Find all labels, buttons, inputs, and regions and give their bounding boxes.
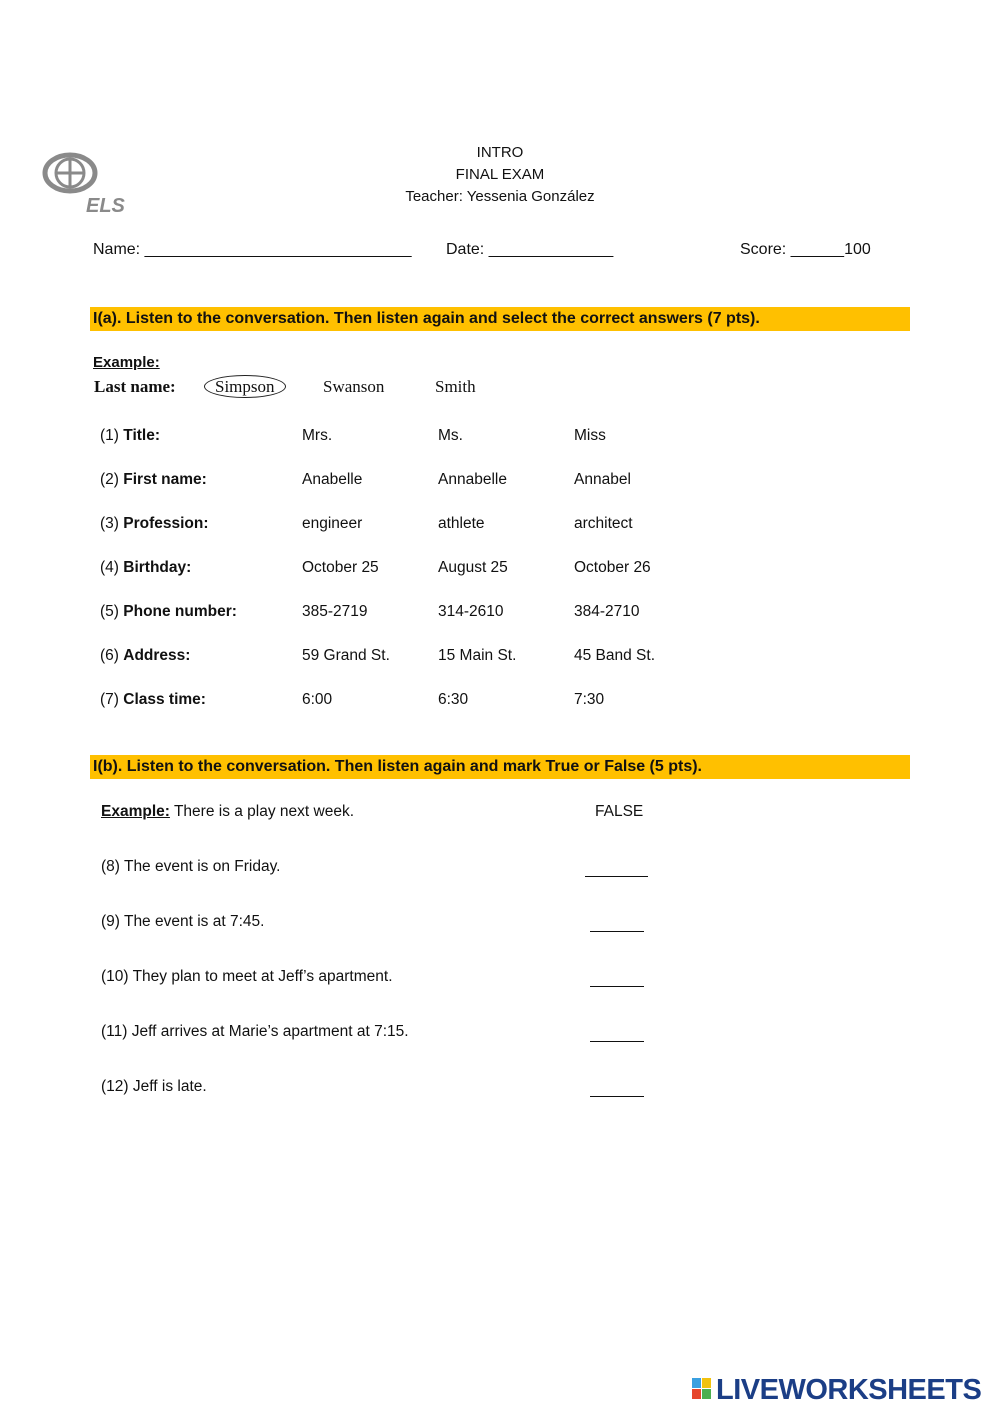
example-option-3: Smith	[435, 377, 476, 396]
answer-blank[interactable]	[585, 858, 648, 877]
statement-text: (10) They plan to meet at Jeff’s apartment.	[101, 968, 393, 985]
answer-option[interactable]: 45 Band St.	[574, 647, 656, 664]
question-number: (7)	[100, 691, 119, 708]
question-row	[100, 427, 800, 449]
statement-text: (12) Jeff is late.	[101, 1078, 207, 1095]
section-a-example-label: Example:	[93, 354, 160, 371]
question-label-text: Birthday:	[123, 559, 192, 576]
question-label-text: Profession:	[123, 515, 209, 532]
answer-option[interactable]: Mrs.	[302, 427, 333, 444]
answer-blank[interactable]	[590, 1023, 644, 1042]
header-teacher: Teacher: Yessenia González	[405, 188, 595, 205]
question-number: (4)	[100, 559, 119, 576]
statement-text: (11) Jeff arrives at Marie’s apartment at 7:15.	[101, 1023, 409, 1040]
question-number: (5)	[100, 603, 119, 620]
true-false-row	[101, 968, 801, 990]
question-row	[100, 559, 800, 581]
answer-blank[interactable]	[590, 913, 644, 932]
question-label-text: Title:	[123, 427, 161, 444]
section-b-example	[101, 803, 801, 825]
answer-option[interactable]: 6:00	[302, 691, 333, 708]
els-logo-text: ELS	[86, 195, 125, 217]
question-row	[100, 471, 800, 493]
answer-option[interactable]: 314-2610	[438, 603, 504, 620]
question-label-text: Class time:	[123, 691, 206, 708]
question-label	[100, 515, 209, 533]
answer-blank[interactable]	[590, 968, 644, 987]
header-line1: INTRO	[476, 144, 524, 161]
example-label-text: Last name:	[94, 377, 176, 396]
header-line2: FINAL EXAM	[455, 166, 545, 183]
answer-option[interactable]: Ms.	[438, 427, 463, 444]
answer-option[interactable]: architect	[574, 515, 633, 532]
answer-option[interactable]: 384-2710	[574, 603, 640, 620]
answer-option[interactable]: Annabelle	[438, 471, 507, 488]
question-label	[100, 603, 237, 621]
example-option-1	[214, 377, 286, 397]
answer-option[interactable]: Annabel	[574, 471, 631, 488]
answer-option[interactable]: 7:30	[574, 691, 605, 708]
section-b-example-text: There is a play next week.	[173, 803, 355, 820]
example-option-2: Swanson	[323, 377, 385, 396]
statement-text: (9) The event is at 7:45.	[101, 913, 265, 930]
question-label-text: Phone number:	[123, 603, 237, 620]
question-number: (1)	[100, 427, 119, 444]
answer-blank[interactable]	[590, 1078, 644, 1097]
answer-option[interactable]: October 26	[574, 559, 651, 576]
liveworksheets-icon	[692, 1378, 712, 1400]
statement-text: (8) The event is on Friday.	[101, 858, 281, 875]
name-field[interactable]: Name: ______________________________	[93, 241, 412, 258]
answer-option[interactable]: 15 Main St.	[438, 647, 517, 664]
answer-option[interactable]: October 25	[302, 559, 379, 576]
answer-option[interactable]: 385-2719	[302, 603, 368, 620]
section-b-title: I(b). Listen to the conversation. Then listen again and mark True or False (5 pts).	[90, 755, 910, 779]
answer-option[interactable]: 59 Grand St.	[302, 647, 390, 664]
question-row	[100, 603, 800, 625]
answer-option[interactable]: athlete	[438, 515, 485, 532]
question-label	[100, 559, 191, 577]
question-label-text: Address:	[123, 647, 191, 664]
question-number: (2)	[100, 471, 119, 488]
score-field[interactable]: Score: ______100	[740, 241, 871, 258]
section-a-title: I(a). Listen to the conversation. Then listen again and select the correct answers (7 pts).	[90, 307, 910, 331]
question-number: (6)	[100, 647, 119, 664]
example-circled-answer: Simpson	[204, 375, 286, 398]
date-field[interactable]: Date: ______________	[446, 241, 614, 258]
answer-option[interactable]: Miss	[574, 427, 606, 444]
true-false-row	[101, 913, 801, 935]
question-label	[100, 427, 160, 445]
exam-header	[0, 142, 1000, 208]
section-b-example-answer: FALSE	[595, 803, 644, 820]
example-last-name-label	[94, 377, 176, 397]
question-row	[100, 691, 800, 713]
question-label	[100, 691, 206, 709]
question-number: (3)	[100, 515, 119, 532]
question-label	[100, 471, 207, 489]
answer-option[interactable]: August 25	[438, 559, 508, 576]
true-false-row	[101, 858, 801, 880]
answer-option[interactable]: engineer	[302, 515, 363, 532]
section-b-example-label: Example:	[101, 803, 170, 820]
answer-option[interactable]: Anabelle	[302, 471, 363, 488]
true-false-row	[101, 1023, 801, 1045]
liveworksheets-brand: LIVEWORKSHEETS	[716, 1374, 982, 1406]
question-row	[100, 515, 800, 537]
true-false-row	[101, 1078, 801, 1100]
question-label	[100, 647, 190, 665]
answer-option[interactable]: 6:30	[438, 691, 469, 708]
question-label-text: First name:	[123, 471, 207, 488]
question-row	[100, 647, 800, 669]
